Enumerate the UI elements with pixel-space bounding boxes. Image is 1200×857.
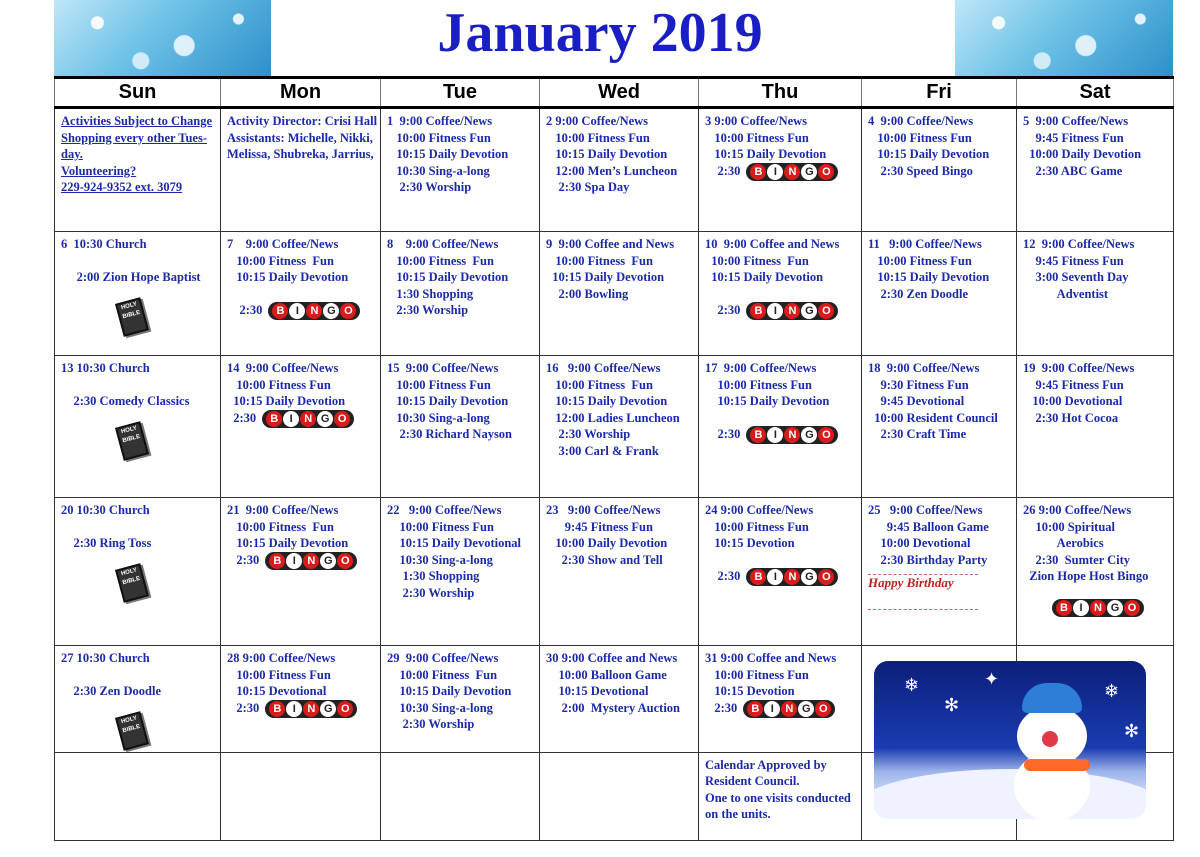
event-line: 2:30 ABC Game bbox=[1023, 163, 1123, 178]
bingo-ball: I bbox=[767, 303, 783, 319]
event-line: Activity Director: Crisi Hall bbox=[227, 114, 378, 128]
bingo-ball: N bbox=[303, 701, 319, 717]
event-line: 2:30 Richard Nayson bbox=[387, 427, 513, 441]
event-line: 10:30 Sing-a-long bbox=[387, 163, 490, 178]
info-cell-notes bbox=[55, 108, 221, 232]
event-line: 1:30 Shopping bbox=[387, 286, 474, 301]
event-line: 24 9:00 Coffee/News bbox=[705, 503, 814, 517]
event-line: 10:15 Daily Devotion bbox=[387, 684, 512, 698]
day-cell-22 bbox=[381, 498, 540, 646]
event-line: 2:00 Mystery Auction bbox=[546, 700, 681, 715]
day-cell-19 bbox=[1017, 356, 1174, 498]
bingo-icon bbox=[265, 552, 357, 570]
bingo-ball: N bbox=[1090, 600, 1106, 616]
event-line: 11 9:00 Coffee/News bbox=[868, 237, 982, 251]
event-line: 7 9:00 Coffee/News bbox=[227, 237, 339, 251]
day-cell-9 bbox=[540, 232, 699, 356]
event-line: 10:15 Devotion bbox=[705, 684, 795, 698]
snowflake-icon: ✻ bbox=[1124, 721, 1140, 741]
event-line: 10:15 Daily Devotion bbox=[705, 147, 827, 161]
event-line: 19 9:00 Coffee/News bbox=[1023, 361, 1135, 375]
day-cell-1 bbox=[381, 108, 540, 232]
day-cell-18 bbox=[862, 356, 1017, 498]
day-cell-7 bbox=[221, 232, 381, 356]
bingo-ball: G bbox=[317, 411, 333, 427]
event-line: 2:30 B I N G O bbox=[227, 700, 374, 718]
snowflake-icon: ✦ bbox=[984, 669, 1000, 689]
event-line: 31 9:00 Coffee and News bbox=[705, 651, 837, 665]
event-line: 12:00 Ladies Luncheon bbox=[546, 410, 680, 425]
day-cell-27 bbox=[55, 646, 221, 753]
event-line: 2:30 B I N G O bbox=[227, 410, 374, 428]
bingo-ball: G bbox=[801, 164, 817, 180]
event-line bbox=[61, 253, 214, 270]
day-cell-6 bbox=[55, 232, 221, 356]
bingo-ball: I bbox=[767, 164, 783, 180]
day-header-wed: Wed bbox=[540, 78, 699, 108]
event-line: 2:30 B I N G O bbox=[227, 552, 374, 570]
bingo-ball: N bbox=[781, 701, 797, 717]
event-line: 10:15 Daily Devotion bbox=[387, 270, 509, 284]
event-line: 3:00 Carl & Frank bbox=[546, 443, 659, 458]
event-line: 2:30 Hot Cocoa bbox=[1023, 410, 1119, 425]
bingo-icon bbox=[265, 700, 357, 718]
event-line: 10:00 Daily Devotion bbox=[1023, 147, 1142, 161]
bingo-ball: O bbox=[818, 569, 834, 585]
event-line: 10:15 Daily Devotion bbox=[387, 394, 509, 408]
bingo-ball: B bbox=[266, 411, 282, 427]
event-line: 10:30 Sing-a-long bbox=[387, 700, 493, 715]
snowflake-icon: ❄ bbox=[1104, 681, 1120, 701]
event-line: 10:15 Daily Devotion bbox=[705, 270, 824, 284]
day-cell-10 bbox=[699, 232, 862, 356]
event-line: Volunteering? bbox=[61, 163, 137, 178]
event-line: 10:15 Daily Devotion bbox=[546, 147, 668, 161]
event-line: 2:30 Sumter City bbox=[1023, 552, 1131, 567]
event-line: 2:30 Ring Toss bbox=[61, 536, 152, 550]
event-line: 9:45 Balloon Game bbox=[868, 519, 989, 534]
event-line: 10:00 Fitness Fun bbox=[546, 253, 653, 268]
event-line: 28 9:00 Coffee/News bbox=[227, 651, 336, 665]
event-line: 5 9:00 Coffee/News bbox=[1023, 114, 1129, 128]
event-line: 9:30 Fitness Fun bbox=[868, 377, 969, 392]
event-line: 10:15 Daily Devotion bbox=[227, 394, 346, 408]
bingo-icon bbox=[746, 302, 838, 320]
bingo-ball: G bbox=[801, 427, 817, 443]
event-line: 9:45 Fitness Fun bbox=[546, 519, 653, 534]
event-line: 1:30 Shopping bbox=[387, 569, 480, 583]
event-line: 2:30 B I N G O bbox=[705, 700, 855, 718]
empty-cell bbox=[55, 752, 221, 840]
event-line: 10:15 Daily Devotion bbox=[868, 270, 990, 284]
event-line: 16 9:00 Coffee/News bbox=[546, 361, 661, 375]
event-line: 2:30 B I N G O bbox=[705, 163, 855, 181]
snowman-hat bbox=[1022, 683, 1082, 713]
bingo-ball: B bbox=[750, 569, 766, 585]
event-line: One to one visits conducted bbox=[705, 790, 851, 805]
day-cell-21 bbox=[221, 498, 381, 646]
event-line: 10 9:00 Coffee and News bbox=[705, 237, 840, 251]
event-line: 2:30 Worship bbox=[387, 303, 469, 317]
event-line: 9 9:00 Coffee and News bbox=[546, 237, 675, 251]
day-cell-31 bbox=[699, 646, 862, 753]
event-line: on the units. bbox=[705, 807, 771, 821]
day-cell-17 bbox=[699, 356, 862, 498]
bingo-ball: N bbox=[784, 427, 800, 443]
event-line: 10:00 Devotional bbox=[1023, 394, 1123, 408]
event-line: 14 9:00 Coffee/News bbox=[227, 361, 339, 375]
event-line: 10:00 Spiritual bbox=[1023, 519, 1116, 534]
bingo-ball: O bbox=[1124, 600, 1140, 616]
event-line: 10:15 Daily Devotion bbox=[546, 270, 665, 284]
snow-hill bbox=[874, 769, 1146, 819]
event-line: 10:15 Daily Devotional bbox=[387, 536, 522, 550]
event-line: 10:15 Daily Devotion bbox=[705, 394, 830, 408]
event-line: 9:45 Fitness Fun bbox=[1023, 253, 1124, 268]
day-header-sat: Sat bbox=[1017, 78, 1174, 108]
bingo-icon bbox=[268, 302, 360, 320]
bingo-ball: N bbox=[784, 569, 800, 585]
calendar-title: January 2019 bbox=[437, 2, 763, 64]
bingo-ball: O bbox=[818, 427, 834, 443]
event-line: 10:15 Daily Devotion bbox=[227, 536, 349, 550]
happy-birthday-image: Happy Birthday bbox=[868, 574, 978, 610]
day-header-thu: Thu bbox=[699, 78, 862, 108]
event-line: 9:45 Fitness Fun bbox=[1023, 377, 1124, 392]
event-line: 13 10:30 Church bbox=[61, 361, 150, 375]
event-line: Activities Subject to Change bbox=[61, 114, 213, 128]
day-cell-25 bbox=[862, 498, 1017, 646]
event-line: 10:00 Fitness Fun bbox=[705, 130, 809, 145]
bingo-ball: I bbox=[283, 411, 299, 427]
holy-bible-icon: HOLY BIBLE bbox=[115, 711, 149, 751]
bingo-ball: O bbox=[340, 303, 356, 319]
bingo-ball: O bbox=[337, 553, 353, 569]
bingo-ball: N bbox=[784, 164, 800, 180]
bingo-ball: I bbox=[767, 427, 783, 443]
bingo-ball: I bbox=[767, 569, 783, 585]
event-line: 2:30 Worship bbox=[387, 180, 472, 194]
event-line: 2:30 B I N G O bbox=[705, 302, 855, 320]
bingo-ball: I bbox=[286, 553, 302, 569]
bingo-icon bbox=[1052, 599, 1144, 617]
info-cell-staff bbox=[221, 108, 381, 232]
event-line: 10:15 Devotion bbox=[705, 536, 795, 550]
event-line: 2:30 B I N G O bbox=[705, 426, 855, 444]
event-line: 2:30 Worship bbox=[546, 427, 631, 441]
bingo-ball: I bbox=[289, 303, 305, 319]
day-cell-20 bbox=[55, 498, 221, 646]
bingo-ball: B bbox=[1056, 600, 1072, 616]
day-header-sun: Sun bbox=[55, 78, 221, 108]
event-line: 15 9:00 Coffee/News bbox=[387, 361, 499, 375]
bingo-ball: B bbox=[750, 427, 766, 443]
bingo-ball: N bbox=[303, 553, 319, 569]
day-cell-26 bbox=[1017, 498, 1174, 646]
bingo-ball: G bbox=[320, 701, 336, 717]
day-cell-28 bbox=[221, 646, 381, 753]
event-line bbox=[61, 377, 214, 394]
event-line: 10:00 Fitness Fun bbox=[387, 519, 494, 534]
day-cell-5 bbox=[1017, 108, 1174, 232]
bingo-ball: I bbox=[764, 701, 780, 717]
event-line: 3 9:00 Coffee/News bbox=[705, 114, 808, 128]
bingo-ball: G bbox=[1107, 600, 1123, 616]
event-line: Zion Hope Host Bingo bbox=[1023, 569, 1149, 583]
holy-bible-icon: HOLY BIBLE bbox=[115, 421, 149, 461]
snowman-winter-image bbox=[874, 661, 1146, 819]
bingo-ball: G bbox=[801, 303, 817, 319]
event-line: 229-924-9352 ext. 3079 bbox=[61, 180, 183, 194]
event-line bbox=[705, 286, 855, 303]
event-line: 2:30 Birthday Party bbox=[868, 552, 988, 567]
holy-bible-icon: HOLY BIBLE bbox=[115, 297, 149, 337]
day-cell-15 bbox=[381, 356, 540, 498]
event-line: 9:45 Fitness Fun bbox=[1023, 130, 1124, 145]
event-line: 6 10:30 Church bbox=[61, 237, 147, 251]
day-cell-8 bbox=[381, 232, 540, 356]
day-cell-16 bbox=[540, 356, 699, 498]
event-line: 2:30 Craft Time bbox=[868, 427, 967, 441]
event-line: 25 9:00 Coffee/News bbox=[868, 503, 983, 517]
event-line: 10:00 Fitness Fun bbox=[705, 519, 809, 534]
event-line bbox=[705, 410, 855, 427]
bingo-ball: G bbox=[798, 701, 814, 717]
empty-cell bbox=[221, 752, 381, 840]
day-cell-3 bbox=[699, 108, 862, 232]
day-cell-13 bbox=[55, 356, 221, 498]
approval-note-cell bbox=[699, 752, 862, 840]
empty-cell bbox=[540, 752, 699, 840]
day-cell-4 bbox=[862, 108, 1017, 232]
bingo-ball: O bbox=[818, 164, 834, 180]
event-line: 2:30 Zen Doodle bbox=[61, 684, 161, 698]
event-line: 27 10:30 Church bbox=[61, 651, 150, 665]
event-line: Shopping every other Tues- bbox=[61, 130, 207, 145]
event-line: 10:00 Fitness Fun bbox=[705, 377, 812, 392]
day-header-mon: Mon bbox=[221, 78, 381, 108]
event-line bbox=[61, 667, 214, 684]
event-line bbox=[61, 519, 214, 536]
event-line: 10:00 Fitness Fun bbox=[387, 667, 498, 682]
day-cell-12 bbox=[1017, 232, 1174, 356]
day-cell-29 bbox=[381, 646, 540, 753]
event-line: 23 9:00 Coffee/News bbox=[546, 503, 661, 517]
event-line: Adventist bbox=[1023, 286, 1109, 301]
bingo-ball: I bbox=[286, 701, 302, 717]
day-cell-14 bbox=[221, 356, 381, 498]
event-line: 29 9:00 Coffee/News bbox=[387, 651, 499, 665]
bingo-ball: G bbox=[320, 553, 336, 569]
bingo-ball: B bbox=[269, 701, 285, 717]
bingo-icon bbox=[746, 163, 838, 181]
event-line: 10:00 Fitness Fun bbox=[227, 377, 331, 392]
event-line: 4 9:00 Coffee/News bbox=[868, 114, 974, 128]
event-line: 10:00 Fitness Fun bbox=[868, 130, 972, 145]
event-line: 17 9:00 Coffee/News bbox=[705, 361, 817, 375]
event-line: Resident Council. bbox=[705, 774, 800, 788]
bingo-ball: N bbox=[300, 411, 316, 427]
event-line: 2:30 Spa Day bbox=[546, 180, 630, 194]
event-line: 10:00 Fitness Fun bbox=[387, 253, 494, 268]
snowflake-icon: ✻ bbox=[944, 695, 960, 715]
event-line: 1 9:00 Coffee/News bbox=[387, 114, 493, 128]
event-line: 10:00 Resident Council bbox=[868, 410, 998, 425]
event-line: 10:15 Devotional bbox=[546, 684, 649, 698]
holy-bible-icon: HOLY BIBLE bbox=[115, 563, 149, 603]
event-line: 30 9:00 Coffee and News bbox=[546, 651, 678, 665]
event-line bbox=[705, 552, 855, 569]
bingo-icon bbox=[746, 426, 838, 444]
event-line: 2:00 Bowling bbox=[546, 286, 629, 301]
bingo-icon bbox=[743, 700, 835, 718]
event-line: 10:00 Daily Devotion bbox=[546, 536, 668, 550]
event-line: 9:45 Devotional bbox=[868, 394, 965, 408]
bingo-ball: N bbox=[784, 303, 800, 319]
day-header-fri: Fri bbox=[862, 78, 1017, 108]
snowman-nose bbox=[1042, 731, 1058, 747]
event-line: 10:00 Balloon Game bbox=[546, 667, 667, 682]
event-line: 2:30 Zen Doodle bbox=[868, 286, 968, 301]
event-line: 10:15 Devotional bbox=[227, 684, 327, 698]
event-line: 18 9:00 Coffee/News bbox=[868, 361, 980, 375]
bingo-icon bbox=[262, 410, 354, 428]
empty-cell bbox=[381, 752, 540, 840]
event-line: Assistants: Michelle, Nikki, bbox=[227, 130, 373, 145]
event-line: 10:15 Daily Devotion bbox=[227, 270, 349, 284]
event-line: 2 9:00 Coffee/News bbox=[546, 114, 649, 128]
event-line: 2:30 Worship bbox=[387, 717, 475, 731]
event-line: 10:30 Sing-a-long bbox=[387, 410, 490, 425]
event-line: 26 9:00 Coffee/News bbox=[1023, 503, 1132, 517]
bingo-ball: B bbox=[747, 701, 763, 717]
event-line: 12 9:00 Coffee/News bbox=[1023, 237, 1135, 251]
event-line: 2:00 Zion Hope Baptist bbox=[61, 270, 201, 284]
bingo-ball: B bbox=[750, 164, 766, 180]
event-line: 20 10:30 Church bbox=[61, 503, 150, 517]
event-line: 10:00 Fitness Fun bbox=[387, 377, 491, 392]
event-line: 2:30 B I N G O bbox=[227, 302, 374, 320]
day-cell-30 bbox=[540, 646, 699, 753]
bingo-ball: O bbox=[337, 701, 353, 717]
day-cell-24 bbox=[699, 498, 862, 646]
event-line: Melissa, Shubreka, Jarrius, bbox=[227, 147, 374, 161]
bingo-ball: G bbox=[323, 303, 339, 319]
event-line: 10:00 Fitness Fun bbox=[868, 253, 972, 268]
event-line: 10:00 Devotional bbox=[868, 536, 971, 550]
event-line: 2:30 Comedy Classics bbox=[61, 394, 190, 408]
day-header-tue: Tue bbox=[381, 78, 540, 108]
bingo-ball: N bbox=[306, 303, 322, 319]
bingo-ball: G bbox=[801, 569, 817, 585]
event-line: 8 9:00 Coffee/News bbox=[387, 237, 499, 251]
event-line: 10:00 Fitness Fun bbox=[705, 667, 809, 682]
event-line: 3:00 Seventh Day bbox=[1023, 270, 1129, 284]
event-line: 10:00 Fitness Fun bbox=[227, 253, 334, 268]
snowflake-icon: ❄ bbox=[904, 675, 920, 695]
event-line: 10:00 Fitness Fun bbox=[227, 519, 334, 534]
bingo-ball: B bbox=[750, 303, 766, 319]
bingo-ball: O bbox=[334, 411, 350, 427]
event-line: 22 9:00 Coffee/News bbox=[387, 503, 502, 517]
event-line: 10:30 Sing-a-long bbox=[387, 552, 493, 567]
event-line: 2:30 Show and Tell bbox=[546, 552, 663, 567]
bingo-ball: O bbox=[815, 701, 831, 717]
event-line: 10:15 Daily Devotion bbox=[868, 147, 990, 161]
event-line: 10:15 Daily Devotion bbox=[387, 147, 509, 161]
event-line bbox=[227, 286, 374, 303]
bingo-ball: O bbox=[818, 303, 834, 319]
bingo-ball: B bbox=[272, 303, 288, 319]
day-cell-23 bbox=[540, 498, 699, 646]
event-line: 10:00 Fitness Fun bbox=[546, 377, 653, 392]
event-line: 10:00 Fitness Fun bbox=[546, 130, 650, 145]
event-line: 10:00 Fitness Fun bbox=[227, 667, 331, 682]
event-line: Aerobics bbox=[1023, 536, 1104, 550]
event-line: 2:30 Speed Bingo bbox=[868, 163, 973, 178]
event-line: 2:30 B I N G O bbox=[705, 568, 855, 586]
bingo-ball: B bbox=[269, 553, 285, 569]
event-line: 2:30 Worship bbox=[387, 585, 475, 600]
day-cell-11 bbox=[862, 232, 1017, 356]
snowman-scarf bbox=[1024, 759, 1090, 771]
event-line: 21 9:00 Coffee/News bbox=[227, 503, 339, 517]
event-line: 10:15 Daily Devotion bbox=[546, 394, 668, 408]
event-line: day. bbox=[61, 147, 83, 161]
event-line: 10:00 Fitness Fun bbox=[705, 253, 809, 268]
bingo-icon bbox=[746, 568, 838, 586]
event-line: Calendar Approved by bbox=[705, 757, 827, 772]
bingo-ball: I bbox=[1073, 600, 1089, 616]
day-cell-2 bbox=[540, 108, 699, 232]
event-line: 12:00 Men’s Luncheon bbox=[546, 163, 678, 178]
event-line: 10:00 Fitness Fun bbox=[387, 130, 491, 145]
